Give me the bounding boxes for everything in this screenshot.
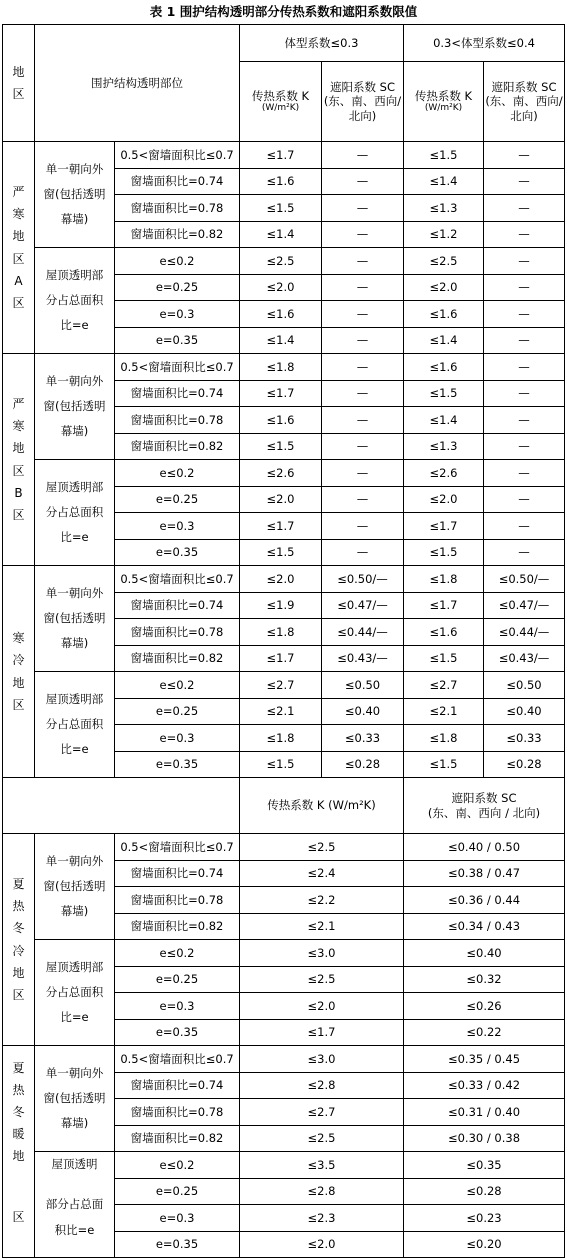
header-sc-1: 遮阳系数 SC (东、南、西向/北向) [322, 62, 404, 142]
k-value-1: ≤1.5 [240, 539, 322, 566]
k-value-2: ≤2.0 [404, 274, 484, 301]
sc-value-2: — [484, 221, 565, 248]
k-value-2: ≤1.2 [404, 221, 484, 248]
sc-value-2: — [484, 248, 565, 275]
sc-value-1: — [322, 513, 404, 540]
k-value-2: ≤1.4 [404, 407, 484, 434]
sc-value: ≤0.20 [404, 1231, 565, 1258]
k-value-2: ≤2.0 [404, 486, 484, 513]
sc-value-2: ≤0.28 [484, 751, 565, 778]
k-value: ≤2.5 [240, 834, 404, 861]
condition-cell: 窗墙面积比=0.82 [115, 1125, 240, 1152]
part-label-bottom: 部分占总面积比=e [35, 1178, 115, 1258]
k-value: ≤1.7 [240, 1019, 404, 1046]
cold-regions-body [3, 142, 565, 778]
condition-cell: e=0.3 [115, 301, 240, 328]
sc-value-1: ≤0.50/— [322, 566, 404, 593]
sc-value-1: — [322, 539, 404, 566]
k-value: ≤2.0 [240, 993, 404, 1020]
sc-value-1: ≤0.40 [322, 698, 404, 725]
k-value-2: ≤1.7 [404, 513, 484, 540]
k-value-1: ≤1.6 [240, 168, 322, 195]
sc-value: ≤0.35 / 0.45 [404, 1046, 565, 1073]
k-value-2: ≤1.8 [404, 725, 484, 752]
condition-cell: 窗墙面积比=0.82 [115, 913, 240, 940]
sc-value-1: — [322, 433, 404, 460]
k-value-1: ≤2.0 [240, 566, 322, 593]
condition-cell: e≤0.2 [115, 248, 240, 275]
condition-cell: e=0.25 [115, 274, 240, 301]
region-name: 区 [12, 1210, 25, 1225]
sc-value: ≤0.32 [404, 966, 565, 993]
k-value-2: ≤1.8 [404, 566, 484, 593]
k-value: ≤2.5 [240, 1125, 404, 1152]
table-row [3, 834, 565, 861]
header-part: 围护结构透明部位 [35, 25, 240, 142]
k-value-2: ≤1.5 [404, 142, 484, 169]
sc-value-1: — [322, 168, 404, 195]
k-value-2: ≤1.5 [404, 539, 484, 566]
k-value: ≤2.7 [240, 1099, 404, 1126]
sc-value-2: — [484, 433, 565, 460]
k-value-1: ≤1.5 [240, 433, 322, 460]
k-value: ≤3.0 [240, 940, 404, 967]
condition-cell: e=0.35 [115, 1019, 240, 1046]
sc-value-1: — [322, 248, 404, 275]
sc-value-2: — [484, 327, 565, 354]
k-value-1: ≤1.7 [240, 142, 322, 169]
table-title: 表 1 围护结构透明部分传热系数和遮阳系数限值 [149, 4, 418, 19]
table-row [3, 1046, 565, 1073]
condition-cell: 0.5<窗墙面积比≤0.7 [115, 566, 240, 593]
condition-cell: 窗墙面积比=0.78 [115, 407, 240, 434]
condition-cell: 窗墙面积比=0.74 [115, 860, 240, 887]
region-cell-top [3, 1046, 35, 1179]
k-value-1: ≤1.7 [240, 380, 322, 407]
condition-cell: e≤0.2 [115, 460, 240, 487]
k-value-1: ≤1.6 [240, 407, 322, 434]
sc-value-2: — [484, 195, 565, 222]
table-header [3, 25, 565, 142]
part-label: 屋顶透明部分占总面积比=e [35, 460, 115, 566]
condition-cell: 0.5<窗墙面积比≤0.7 [115, 834, 240, 861]
k-value: ≤2.1 [240, 913, 404, 940]
sc-value-2: ≤0.43/— [484, 645, 565, 672]
sc-value: ≤0.38 / 0.47 [404, 860, 565, 887]
sc-value-1: ≤0.47/— [322, 592, 404, 619]
k-value-1: ≤1.9 [240, 592, 322, 619]
sc-value-1: — [322, 486, 404, 513]
sc-value: ≤0.26 [404, 993, 565, 1020]
condition-cell: e=0.25 [115, 486, 240, 513]
region-cell-bottom [3, 1178, 35, 1258]
k-value-2: ≤1.4 [404, 168, 484, 195]
condition-cell: e=0.25 [115, 1178, 240, 1205]
sc-value-2: — [484, 354, 565, 381]
warm-header-blank [3, 778, 240, 834]
header-group-2: 0.3<体型系数≤0.4 [404, 25, 565, 62]
condition-cell: e≤0.2 [115, 672, 240, 699]
k-value-2: ≤1.3 [404, 433, 484, 460]
header-group-1: 体型系数≤0.3 [240, 25, 404, 62]
condition-cell: e≤0.2 [115, 940, 240, 967]
condition-cell: 窗墙面积比=0.74 [115, 380, 240, 407]
sc-value-1: ≤0.44/— [322, 619, 404, 646]
sc-value: ≤0.33 / 0.42 [404, 1072, 565, 1099]
part-label: 单一朝向外窗(包括透明幕墙) [35, 566, 115, 672]
condition-cell: e=0.25 [115, 698, 240, 725]
sc-value-1: — [322, 221, 404, 248]
region-cell [3, 142, 35, 354]
sc-value-2: — [484, 460, 565, 487]
sc-value-1: — [322, 354, 404, 381]
k-value: ≤2.0 [240, 1231, 404, 1258]
k-value: ≤2.8 [240, 1178, 404, 1205]
table-row [3, 672, 565, 699]
sc-value-2: — [484, 539, 565, 566]
k-value-2: ≤1.4 [404, 327, 484, 354]
header-k-2: 传热系数 K (W/m²K) [404, 62, 484, 142]
table-row [3, 1178, 565, 1205]
k-value-1: ≤1.8 [240, 354, 322, 381]
header-k-1: 传热系数 K (W/m²K) [240, 62, 322, 142]
condition-cell: 0.5<窗墙面积比≤0.7 [115, 354, 240, 381]
sc-value-2: — [484, 513, 565, 540]
condition-cell: e=0.35 [115, 751, 240, 778]
region-name: 严寒地区A区 [12, 184, 25, 310]
limits-table [2, 24, 565, 1258]
k-value-2: ≤2.6 [404, 460, 484, 487]
condition-cell: 0.5<窗墙面积比≤0.7 [115, 1046, 240, 1073]
k-value-2: ≤1.5 [404, 645, 484, 672]
condition-cell: 窗墙面积比=0.82 [115, 433, 240, 460]
part-label-top: 屋顶透明 [35, 1152, 115, 1179]
sc-value-1: ≤0.33 [322, 725, 404, 752]
k-value: ≤2.8 [240, 1072, 404, 1099]
k-value-2: ≤1.3 [404, 195, 484, 222]
header-sc-2: 遮阳系数 SC (东、南、西向/北向) [484, 62, 565, 142]
sc-value: ≤0.28 [404, 1178, 565, 1205]
k-value-1: ≤1.6 [240, 301, 322, 328]
k-value-2: ≤1.6 [404, 354, 484, 381]
k-value-1: ≤2.5 [240, 248, 322, 275]
part-label: 屋顶透明部分占总面积比=e [35, 940, 115, 1046]
table-row [3, 354, 565, 381]
condition-cell: e=0.3 [115, 993, 240, 1020]
part-label: 屋顶透明部分占总面积比=e [35, 672, 115, 778]
table-row [3, 248, 565, 275]
part-label: 屋顶透明部分占总面积比=e [35, 248, 115, 354]
sc-value-2: ≤0.50/— [484, 566, 565, 593]
sc-value-1: ≤0.28 [322, 751, 404, 778]
region-name: 寒冷地区 [12, 631, 25, 712]
sc-value-1: — [322, 274, 404, 301]
table-row [3, 940, 565, 967]
sc-value: ≤0.31 / 0.40 [404, 1099, 565, 1126]
sc-value-1: — [322, 327, 404, 354]
k-value-1: ≤2.0 [240, 486, 322, 513]
k-value-2: ≤1.5 [404, 751, 484, 778]
sc-value-1: — [322, 407, 404, 434]
condition-cell: 窗墙面积比=0.74 [115, 592, 240, 619]
k-value-1: ≤1.4 [240, 327, 322, 354]
k-value: ≤3.0 [240, 1046, 404, 1073]
k-value-1: ≤2.6 [240, 460, 322, 487]
region-cell [3, 834, 35, 1046]
region-name: 严寒地区B区 [12, 396, 25, 522]
k-value-1: ≤2.1 [240, 698, 322, 725]
sc-value-1: ≤0.50 [322, 672, 404, 699]
k-value: ≤2.2 [240, 887, 404, 914]
sc-value: ≤0.36 / 0.44 [404, 887, 565, 914]
k-value-2: ≤2.7 [404, 672, 484, 699]
header-region [3, 25, 35, 142]
sc-value: ≤0.23 [404, 1205, 565, 1232]
k-value-2: ≤1.7 [404, 592, 484, 619]
sc-value: ≤0.30 / 0.38 [404, 1125, 565, 1152]
k-value-1: ≤1.7 [240, 645, 322, 672]
condition-cell: 窗墙面积比=0.82 [115, 645, 240, 672]
condition-cell: 窗墙面积比=0.74 [115, 168, 240, 195]
condition-cell: 窗墙面积比=0.78 [115, 195, 240, 222]
hot-summer-warm-winter-body [3, 1046, 565, 1258]
k-value-1: ≤1.4 [240, 221, 322, 248]
condition-cell: e=0.3 [115, 1205, 240, 1232]
sc-value-1: — [322, 380, 404, 407]
condition-cell: 窗墙面积比=0.82 [115, 221, 240, 248]
k-value: ≤3.5 [240, 1152, 404, 1179]
condition-cell: e=0.25 [115, 966, 240, 993]
sc-value-2: — [484, 301, 565, 328]
k-value-1: ≤2.0 [240, 274, 322, 301]
region-cell [3, 566, 35, 778]
sc-value-2: — [484, 407, 565, 434]
sc-value: ≤0.22 [404, 1019, 565, 1046]
k-value: ≤2.5 [240, 966, 404, 993]
region-name: 夏热冬冷地区 [12, 876, 25, 1002]
sc-value-1: — [322, 460, 404, 487]
condition-cell: e≤0.2 [115, 1152, 240, 1179]
table-row [3, 460, 565, 487]
sc-value-2: — [484, 380, 565, 407]
sc-value-2: ≤0.40 [484, 698, 565, 725]
k-value: ≤2.3 [240, 1205, 404, 1232]
k-value-2: ≤2.5 [404, 248, 484, 275]
sc-value-2: ≤0.50 [484, 672, 565, 699]
sc-value-2: — [484, 168, 565, 195]
k-value: ≤2.4 [240, 860, 404, 887]
condition-cell: e=0.35 [115, 327, 240, 354]
sc-value-1: — [322, 142, 404, 169]
warm-header-body [3, 778, 565, 834]
k-value-1: ≤1.5 [240, 751, 322, 778]
condition-cell: 窗墙面积比=0.78 [115, 887, 240, 914]
k-value-2: ≤2.1 [404, 698, 484, 725]
sc-value-2: — [484, 274, 565, 301]
table-row [3, 142, 565, 169]
warm-header-k: 传热系数 K (W/m²K) [240, 778, 404, 834]
condition-cell: e=0.3 [115, 725, 240, 752]
warm-header-sc: 遮阳系数 SC (东、南、西向 / 北向) [404, 778, 565, 834]
condition-cell: 窗墙面积比=0.78 [115, 619, 240, 646]
part-label: 单一朝向外窗(包括透明幕墙) [35, 1046, 115, 1152]
k-value-2: ≤1.6 [404, 619, 484, 646]
hot-summer-cold-winter-body [3, 834, 565, 1046]
region-cell [3, 354, 35, 566]
sc-value: ≤0.35 [404, 1152, 565, 1179]
sc-value-1: — [322, 301, 404, 328]
sc-value-2: ≤0.33 [484, 725, 565, 752]
k-value-1: ≤1.5 [240, 195, 322, 222]
table-row [3, 1152, 565, 1179]
condition-cell: e=0.35 [115, 539, 240, 566]
sc-value: ≤0.40 / 0.50 [404, 834, 565, 861]
sc-value-2: ≤0.44/— [484, 619, 565, 646]
part-label: 单一朝向外窗(包括透明幕墙) [35, 142, 115, 248]
part-label: 单一朝向外窗(包括透明幕墙) [35, 834, 115, 940]
sc-value: ≤0.34 / 0.43 [404, 913, 565, 940]
sc-value: ≤0.40 [404, 940, 565, 967]
sc-value-1: — [322, 195, 404, 222]
condition-cell: e=0.35 [115, 1231, 240, 1258]
k-value-1: ≤1.7 [240, 513, 322, 540]
condition-cell: 0.5<窗墙面积比≤0.7 [115, 142, 240, 169]
sc-value-1: ≤0.43/— [322, 645, 404, 672]
k-value-1: ≤2.7 [240, 672, 322, 699]
k-value-2: ≤1.6 [404, 301, 484, 328]
k-value-2: ≤1.5 [404, 380, 484, 407]
header-region-text: 地区 [12, 64, 25, 101]
part-label: 单一朝向外窗(包括透明幕墙) [35, 354, 115, 460]
table-row [3, 566, 565, 593]
condition-cell: 窗墙面积比=0.78 [115, 1099, 240, 1126]
sc-value-2: — [484, 486, 565, 513]
sc-value-2: — [484, 142, 565, 169]
condition-cell: e=0.3 [115, 513, 240, 540]
sc-value-2: ≤0.47/— [484, 592, 565, 619]
condition-cell: 窗墙面积比=0.74 [115, 1072, 240, 1099]
k-value-1: ≤1.8 [240, 619, 322, 646]
region-name: 夏热冬暖地 [12, 1060, 25, 1164]
k-value-1: ≤1.8 [240, 725, 322, 752]
